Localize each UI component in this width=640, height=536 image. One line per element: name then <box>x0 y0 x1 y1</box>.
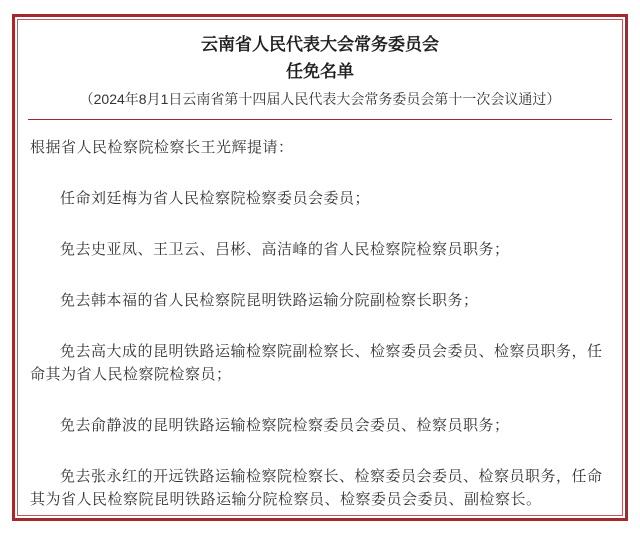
header-separator <box>28 119 612 120</box>
appointment-paragraph: 免去俞静波的昆明铁路运输检察院检察委员会委员、检察员职务； <box>60 417 510 434</box>
session-note: （2024年8月1日云南省第十四届人民代表大会常务委员会第十一次会议通过） <box>79 91 561 107</box>
appointment-paragraph: 免去高大成的昆明铁路运输检察院副检察长、检察委员会委员、检察员职务，任命其为省人民检察院检察员； <box>30 343 603 383</box>
appointment-paragraph-list <box>30 187 610 511</box>
appointment-paragraph: 免去史亚凤、王卫云、吕彬、高洁峰的省人民检察院检察员职务； <box>60 241 510 258</box>
intro-paragraph: 根据省人民检察院检察长王光辉提请： <box>30 139 294 156</box>
document-border-frame <box>12 14 628 521</box>
document-title: 云南省人民代表大会常务委员会 <box>201 35 439 54</box>
document-body <box>26 136 614 511</box>
document-header <box>26 33 614 110</box>
appointment-paragraph: 任命刘廷梅为省人民检察院检察委员会委员； <box>60 190 371 207</box>
document-page <box>17 19 623 516</box>
appointment-paragraph: 免去韩本福的省人民检察院昆明铁路运输分院副检察长职务； <box>60 292 479 309</box>
appointment-paragraph: 免去张永红的开远铁路运输检察院检察长、检察委员会委员、检察员职务，任命其为省人民检察院昆明铁路运输分院检察员、检察委员会委员、副检察长。 <box>30 468 603 508</box>
document-subtitle: 任免名单 <box>286 62 354 81</box>
